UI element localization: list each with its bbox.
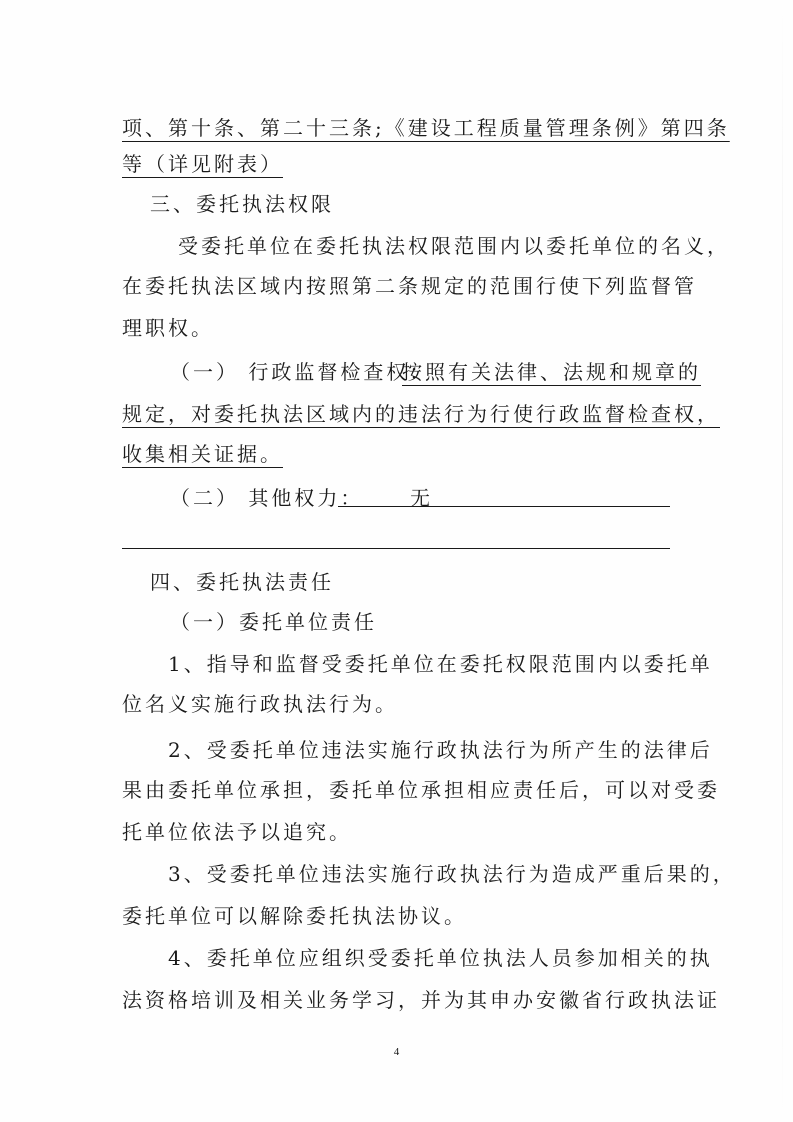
fill-line-1 [338, 506, 670, 507]
text-line-7: 按照有关法律、法规和规章的 [402, 360, 701, 384]
text-line-8: 规定，对委托执法区域内的违法行为行使行政监督检查权， [122, 402, 720, 426]
text-line-12: 2、受委托单位违法实施行政执法行为所产生的法律后 [168, 738, 713, 762]
text-line-15: 3、受委托单位违法实施行政执法行为造成严重后果的， [168, 862, 736, 886]
section-heading-4: 四、委托执法责任 [150, 570, 334, 594]
text-line-13: 果由委托单位承担，委托单位承担相应责任后，可以对受委 [122, 778, 720, 802]
text-line-2: 等（详见附表） [122, 152, 283, 176]
text-line-4: 受委托单位在委托执法权限范围内以委托单位的名义， [178, 234, 730, 258]
subsection-heading-1: （一）委托单位责任 [170, 610, 377, 634]
fill-line-2 [122, 548, 670, 549]
subsection-label-2: （二） 其他权力： [170, 486, 364, 510]
text-line-6: 理职权。 [122, 316, 214, 340]
text-line-9: 收集相关证据。 [122, 442, 283, 466]
page-number: 4 [393, 1046, 400, 1058]
text-line-14: 托单位依法予以追究。 [122, 820, 352, 844]
text-line-5: 在委托执法区域内按照第二条规定的范围行使下列监督管 [122, 274, 697, 298]
scan-edge [782, 0, 783, 1122]
fill-value: 无 [410, 486, 430, 510]
subsection-label-1: （一） 行政监督检查权： [170, 360, 433, 384]
text-line-18: 法资格培训及相关业务学习，并为其申办安徽省行政执法证 [122, 988, 720, 1012]
text-line-10: 1、指导和监督受委托单位在委托权限范围内以委托单 [168, 652, 713, 676]
text-line-1: 项、第十条、第二十三条;《建设工程质量管理条例》第四条 [122, 116, 730, 140]
text-line-17: 4、委托单位应组织受委托单位执法人员参加相关的执 [168, 946, 713, 970]
section-heading-3: 三、委托执法权限 [150, 192, 334, 216]
text-line-11: 位名义实施行政执法行为。 [122, 692, 398, 716]
text-line-16: 委托单位可以解除委托执法协议。 [122, 904, 467, 928]
